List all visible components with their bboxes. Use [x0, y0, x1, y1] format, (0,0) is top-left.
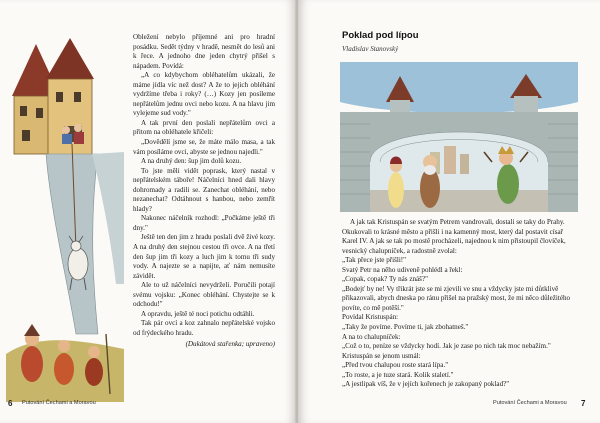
paragraph: „Taky že povíme. Povíme ti, jak zbohatneš."	[342, 323, 469, 332]
running-head-left: Putování Čechami a Moravou	[22, 400, 96, 406]
paragraph: „Tak přece jste přišli!"	[342, 256, 407, 265]
paragraph: „To roste, a je tuze stará. Kolik staletí."	[342, 370, 454, 379]
paragraph: Nakonec náčelník rozhodl: „Počkáme ještě tři dny."	[133, 214, 275, 232]
paragraph: To jste měli vidět poprask, který nastal v nepřátelském táboře! Náčelníci hned dali hlavy dohromady a radili se. Zanechat obléhání, nebo nezanechat? Odtáhnout s hanbou, nebo zemřít hlady?	[133, 166, 275, 213]
page-number-right: 7	[581, 399, 586, 408]
paragraph: „Dovědělí jsme se, že máte málo masa, a tak vám posíláme ovci, abyste se jednou najedli."	[133, 138, 275, 156]
paragraph: Obležení nebylo příjemné ani pro hradní posádku. Sedět týdny v hradě, nesmět do lesů ani k řece. A jednoho dne jeden chytrý přišel s nápadem. Povídá:	[133, 33, 275, 70]
paragraph: „A co kdybychom obléhatelům ukázali, že máme jídla víc než dost? A že to jejich obléhání vydržíme třeba i roky? (…) Kozy jen posíleme nepřátelům jednu ovci nebo kozu. A na hlavu jim vylejeme sud vody."	[133, 71, 275, 118]
paragraph: „Copak, copak? Ty nás znáš?"	[342, 275, 428, 284]
paragraph: Povídal Kristuspán:	[342, 313, 399, 322]
paragraph: Tak pár ovcí a koz zahnalo nepřátelské vojsko od frýdeckého hradu.	[133, 319, 275, 337]
right-story-text	[342, 218, 578, 390]
paragraph: Svatý Petr na něho udiveně pohlédl a řekl:	[342, 265, 463, 274]
castle-goat-illustration	[6, 34, 124, 402]
paragraph: „Což o to, peníze se vždycky hodí. Jak je zase po nich tak moc nebažím."	[342, 342, 551, 351]
paragraph: Kristuspán se jenom usmál:	[342, 351, 421, 360]
paragraph: A na druhý den: šup jim dolů kozu.	[141, 157, 242, 166]
page-number-left: 6	[8, 399, 13, 408]
paragraph: Ještě ten den jim z hradu poslali dvě živé kozy. A na druhý den stejnou cestou tři ovce. A na třetí den šup jim tři kozy a luch jim k tomu tři sudy vody. A najezte se a napijte, ať nám nemusíte závidět.	[133, 233, 275, 280]
paragraph: „Před tvou chalupou roste stará lípa."	[342, 361, 449, 370]
left-page	[0, 0, 296, 423]
left-story-text	[133, 33, 275, 349]
running-head-right: Putování Čechami a Moravou	[493, 400, 567, 406]
paragraph: A jak tak Kristuspán se svatým Petrem vandrovali, dostali se taky do Prahy. Okukovali to krásné město a přišli i na kamenný most, který dal postavit císař Karel IV. A jak se tak po mostě procházeli, najednou k nim přistoupil človíček, vesnický chalupníček, a radostně zvolal:	[342, 218, 566, 255]
paragraph: A na to chalupníček:	[342, 332, 401, 341]
paragraph: „Bodejť by ne! Vy třikrát jste se mi zjevili ve snu a vždycky jste mi důtklivě přikazovali, abych dneska po ránu přišel na pražský most, že mi něco důležitého povíte, co mě potěší."	[342, 284, 571, 312]
paragraph: A opravdu, ještě té noci potichu odtáhli.	[141, 309, 255, 318]
story-author: Vladislav Stanovský	[342, 45, 399, 53]
paragraph: „A jestlipak víš, že v jejích kořenech je zakopaný poklad?"	[342, 380, 510, 389]
story-title: Poklad pod lípou	[342, 30, 419, 41]
paragraph: A tak první den poslali nepřátelům ovci a přitom na obléhatele křičeli:	[133, 118, 275, 137]
paragraph: Ale to už náčelníci nevydrželi. Poručili potají svému vojsku: „Konec obléhání. Chystejte se k odchodu!"	[133, 281, 275, 309]
bridge-illustration	[340, 62, 578, 212]
source-signature: (Dukátová stařenka; upraveno)	[185, 339, 275, 348]
